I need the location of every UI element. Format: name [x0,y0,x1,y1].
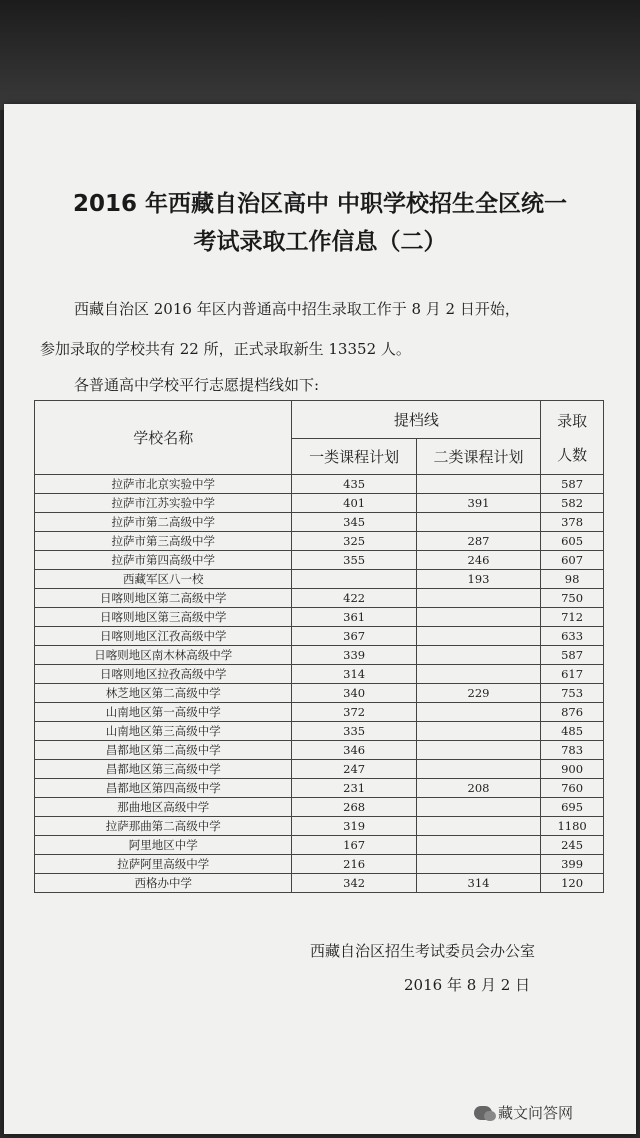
cell-plan-a: 335 [292,722,416,741]
cell-plan-a: 325 [292,532,416,551]
cell-school-name: 日喀则地区拉孜高级中学 [35,665,292,684]
table-row [35,475,604,494]
cell-plan-b: 246 [416,551,540,570]
cell-school-name: 日喀则地区第二高级中学 [35,589,292,608]
cell-plan-b: 193 [416,570,540,589]
cell-plan-b [416,855,540,874]
cell-school-name: 林芝地区第二高级中学 [35,684,292,703]
title-line-1: 2016 年西藏自治区高中 中职学校招生全区统一 [72,191,568,217]
table-row [35,817,604,836]
cell-plan-b: 391 [416,494,540,513]
cell-plan-b [416,627,540,646]
cell-school-name: 拉萨市江苏实验中学 [35,494,292,513]
cell-plan-a: 367 [292,627,416,646]
table-row [35,627,604,646]
header-admitted-line-2: 人数 [557,445,588,464]
cell-admitted: 378 [541,513,604,532]
paragraph-2: 各普通高中学校平行志愿提档线如下: [74,376,320,394]
cell-admitted: 607 [541,551,604,570]
cell-admitted: 98 [541,570,604,589]
table-body [35,475,604,893]
cell-school-name: 西格办中学 [35,874,292,893]
watermark [474,1102,573,1123]
cell-school-name: 西藏军区八一校 [35,570,292,589]
cell-plan-b: 229 [416,684,540,703]
cell-admitted: 900 [541,760,604,779]
cell-plan-a [292,570,416,589]
cell-plan-a: 314 [292,665,416,684]
table-row [35,722,604,741]
cell-admitted: 485 [541,722,604,741]
cell-admitted: 399 [541,855,604,874]
cell-plan-b [416,589,540,608]
table-row [35,589,604,608]
cell-plan-a: 345 [292,513,416,532]
cell-plan-b [416,817,540,836]
cell-school-name: 山南地区第三高级中学 [35,722,292,741]
cell-admitted: 245 [541,836,604,855]
cell-school-name: 拉萨市北京实验中学 [35,475,292,494]
cell-school-name: 拉萨市第二高级中学 [35,513,292,532]
cell-plan-a: 346 [292,741,416,760]
cell-plan-a: 372 [292,703,416,722]
cell-school-name: 昌都地区第二高级中学 [35,741,292,760]
cell-school-name: 日喀则地区南木林高级中学 [35,646,292,665]
cell-admitted: 617 [541,665,604,684]
header-school-name: 学校名称 [35,401,292,475]
cell-plan-b [416,703,540,722]
header-score-line: 提档线 [292,401,541,439]
cell-plan-b [416,722,540,741]
cell-plan-a: 339 [292,646,416,665]
cell-school-name: 拉萨那曲第二高级中学 [35,817,292,836]
cell-admitted: 750 [541,589,604,608]
cell-plan-b: 287 [416,532,540,551]
cell-plan-b: 208 [416,779,540,798]
cell-plan-b [416,665,540,684]
cell-plan-b [416,760,540,779]
header-plan-b: 二类课程计划 [416,439,540,475]
cell-plan-b [416,836,540,855]
issue-date: 2016 年 8 月 2 日 [404,976,531,994]
table-row [35,532,604,551]
cell-school-name: 昌都地区第三高级中学 [35,760,292,779]
table-row [35,798,604,817]
cell-plan-a: 167 [292,836,416,855]
cell-plan-a: 340 [292,684,416,703]
table-row [35,760,604,779]
cell-admitted: 120 [541,874,604,893]
cell-plan-a: 247 [292,760,416,779]
cell-plan-a: 268 [292,798,416,817]
table-row [35,570,604,589]
header-admitted-line-1: 录取 [557,411,588,430]
cell-school-name: 山南地区第一高级中学 [35,703,292,722]
table-row [35,513,604,532]
cell-school-name: 那曲地区高级中学 [35,798,292,817]
cell-plan-a: 355 [292,551,416,570]
cell-admitted: 712 [541,608,604,627]
cell-admitted: 760 [541,779,604,798]
wechat-icon [474,1106,492,1120]
cell-plan-b [416,475,540,494]
cell-plan-a: 216 [292,855,416,874]
cell-plan-a: 361 [292,608,416,627]
cell-admitted: 587 [541,646,604,665]
paragraph-1-line-2: 参加录取的学校共有 22 所，正式录取新生 13352 人。 [40,340,411,358]
cell-school-name: 拉萨阿里高级中学 [35,855,292,874]
header-plan-a: 一类课程计划 [292,439,416,475]
cell-admitted: 753 [541,684,604,703]
background-top [0,0,640,110]
table-row [35,646,604,665]
table-row [35,855,604,874]
table-row [35,494,604,513]
table-row [35,703,604,722]
cell-plan-b [416,741,540,760]
cell-admitted: 582 [541,494,604,513]
cell-plan-a: 422 [292,589,416,608]
cell-admitted: 783 [541,741,604,760]
cell-plan-b [416,608,540,627]
admission-score-table [34,400,604,893]
issuing-office: 西藏自治区招生考试委员会办公室 [310,942,536,960]
table-row [35,874,604,893]
table-row [35,684,604,703]
table-row [35,836,604,855]
header-admitted-count [541,401,604,475]
cell-school-name: 拉萨市第三高级中学 [35,532,292,551]
cell-plan-b [416,513,540,532]
cell-school-name: 日喀则地区第三高级中学 [35,608,292,627]
cell-admitted: 1180 [541,817,604,836]
watermark-text: 藏文问答网 [498,1104,574,1122]
title-line-2: 考试录取工作信息（二） [193,229,447,255]
cell-plan-a: 435 [292,475,416,494]
table-row [35,608,604,627]
paragraph-1-line-1: 西藏自治区 2016 年区内普通高中招生录取工作于 8 月 2 日开始， [74,300,520,318]
cell-plan-a: 319 [292,817,416,836]
table-row [35,551,604,570]
cell-plan-a: 342 [292,874,416,893]
cell-school-name: 拉萨市第四高级中学 [35,551,292,570]
cell-plan-b: 314 [416,874,540,893]
cell-admitted: 695 [541,798,604,817]
cell-plan-a: 231 [292,779,416,798]
cell-school-name: 阿里地区中学 [35,836,292,855]
table-row [35,665,604,684]
cell-school-name: 日喀则地区江孜高级中学 [35,627,292,646]
cell-admitted: 633 [541,627,604,646]
cell-plan-b [416,798,540,817]
cell-school-name: 昌都地区第四高级中学 [35,779,292,798]
table-row [35,741,604,760]
table-row [35,779,604,798]
cell-plan-b [416,646,540,665]
cell-admitted: 605 [541,532,604,551]
cell-plan-a: 401 [292,494,416,513]
cell-admitted: 876 [541,703,604,722]
document-title [0,185,640,261]
cell-admitted: 587 [541,475,604,494]
